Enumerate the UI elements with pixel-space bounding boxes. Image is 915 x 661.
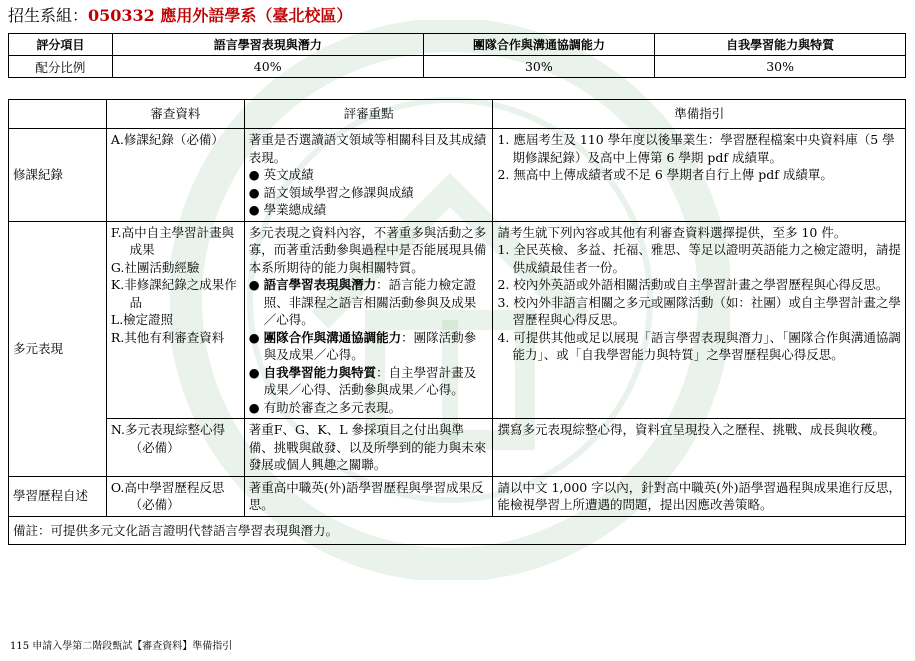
material-cell bbox=[106, 221, 244, 419]
focus-cell: 著重F、G、K、L 參採項目之付出與準備、挑戰與啟發、以及所學到的能力與未來發展或個人興趣之關聯。 bbox=[244, 419, 493, 477]
material-item: N.多元表現綜整心得（必備） bbox=[110, 422, 226, 455]
focus-cell bbox=[244, 129, 493, 222]
guide-cell: 請以中文 1,000 字以內，針對高中職英(外)語學習過程與成果進行反思，能檢視學習上所遭遇的問題，提出因應改善策略。 bbox=[493, 476, 906, 516]
scoring-table bbox=[8, 33, 906, 78]
guide-item: 1. 全民英檢、多益、托福、雅思、等足以證明英語能力之檢定證明，請提供成績最佳者一份。 bbox=[497, 242, 901, 275]
category-cell: 多元表現 bbox=[9, 221, 107, 476]
guide-item: 1. 應屆考生及 110 學年度以後畢業生：學習歷程檔案中央資料庫（5 學期修課紀錄）及高中上傳第 6 學期 pdf 成績單。 bbox=[497, 132, 895, 165]
focus-intro: 多元表現之資料內容，不著重多與活動之多寡，而著重活動參與過程中是否能展現具備本系所期待的能力與相關特質。 bbox=[248, 224, 487, 275]
focus-cell: 著重高中職英(外)語學習歷程與學習成果反思。 bbox=[244, 476, 493, 516]
material-item: K.非修課紀錄之成果作品 bbox=[110, 277, 237, 310]
focus-bullet-text: 語文領域學習之修課與成績 bbox=[263, 184, 414, 200]
header-prefix: 招生系組： bbox=[8, 6, 89, 25]
guide-item: 3. 校內外非語言相關之多元或團隊活動（如：社團）或自主學習計畫之學習歷程與心得反思。 bbox=[497, 294, 901, 327]
guide-cell: 撰寫多元表現綜整心得，資料宜呈現投入之歷程、挑戰、成長與收穫。 bbox=[493, 419, 906, 477]
focus-bullet: ● 學業總成績 bbox=[248, 202, 327, 217]
scoring-header-row bbox=[9, 34, 906, 56]
scoring-header-cell: 語言學習表現與潛力 bbox=[112, 34, 423, 56]
guide-cell bbox=[493, 221, 906, 419]
table-row bbox=[9, 476, 906, 516]
material-item: A.修課紀錄（必備） bbox=[110, 132, 224, 147]
material-item: O.高中學習歷程反思（必備） bbox=[110, 479, 225, 512]
table-row bbox=[9, 221, 906, 419]
weight-value: 30% bbox=[423, 56, 655, 78]
category-cell: 學習歷程自述 bbox=[9, 476, 107, 516]
focus-bullet-bold: 自我學習能力與特質 bbox=[263, 364, 377, 380]
material-cell bbox=[106, 476, 244, 516]
page-header bbox=[8, 6, 352, 26]
guide-cell bbox=[493, 129, 906, 222]
focus-bullet-text: ：語言能力檢定證照、非課程之語言相關活動參與及成果／心得。 bbox=[263, 277, 477, 327]
department-name: 050332 應用外語學系（臺北校區） bbox=[88, 6, 353, 25]
page-footer: 115 申請入學第二階段甄試【審查資料】準備指引 bbox=[10, 641, 233, 652]
focus-bullet-bold: 語言學習表現與潛力 bbox=[263, 277, 377, 292]
review-header-cell: 評審重點 bbox=[244, 100, 493, 129]
focus-bullet-text: ：團隊活動參與及成果／心得。 bbox=[263, 329, 477, 362]
guide-intro: 請考生就下列內容或其他有利審查資料選擇提供，至多 10 件。 bbox=[497, 224, 847, 240]
focus-bullet-bold: 團隊合作與溝通協調能力 bbox=[263, 329, 402, 345]
scoring-header-cell: 評分項目 bbox=[9, 34, 113, 56]
scoring-weight-row bbox=[9, 56, 906, 78]
focus-bullet: ● 語言學習表現與潛力：語言能力檢定證照、非課程之語言相關活動參與及成果／心得。 bbox=[248, 277, 477, 327]
review-table bbox=[8, 99, 906, 545]
table-row bbox=[9, 419, 906, 477]
weight-value: 30% bbox=[655, 56, 906, 78]
material-item: L.檢定證照 bbox=[110, 312, 174, 327]
focus-bullet: ● 團隊合作與溝通協調能力：團隊活動參與及成果／心得。 bbox=[248, 329, 477, 362]
note-row bbox=[9, 516, 906, 545]
scoring-header-cell: 團隊合作與溝通協調能力 bbox=[423, 34, 655, 56]
focus-cell bbox=[244, 221, 493, 419]
table-row bbox=[9, 129, 906, 222]
guide-item: 2. 無高中上傳成績者或不足 6 學期者自行上傳 pdf 成績單。 bbox=[497, 167, 833, 182]
focus-bullet: ● 英文成績 bbox=[248, 167, 314, 182]
scoring-row-label: 配分比例 bbox=[9, 56, 113, 78]
focus-bullet-text: 英文成績 bbox=[263, 167, 314, 182]
focus-intro: 著重是否選讀語文領域等相關科目及其成績表現。 bbox=[248, 132, 487, 165]
guide-item: 4. 可提供其他或足以展現「語言學習表現與潛力」、「團隊合作與溝通協調能力」、或「自我學習能力與特質」之學習歷程與心得反思。 bbox=[497, 329, 901, 362]
review-header-cell bbox=[9, 100, 107, 129]
category-cell: 修課紀錄 bbox=[9, 129, 107, 222]
guide-item: 2. 校內外英語或外語相關活動或自主學習計畫之學習歷程與心得反思。 bbox=[497, 277, 889, 292]
focus-bullet-text: 有助於審查之多元表現。 bbox=[263, 399, 402, 415]
note-text: 備註：可提供多元文化語言證明代替語言學習表現與潛力。 bbox=[9, 516, 906, 545]
focus-bullet: ● 自我學習能力與特質：自主學習計畫及成果／心得、活動參與成果／心得。 bbox=[248, 364, 477, 397]
material-item: G.社團活動經驗 bbox=[110, 259, 200, 275]
weight-value: 40% bbox=[112, 56, 423, 78]
review-header-cell: 審查資料 bbox=[106, 100, 244, 129]
focus-bullet: ● 有助於審查之多元表現。 bbox=[248, 399, 402, 415]
material-item: R.其他有利審查資料 bbox=[110, 329, 225, 345]
material-item: F.高中自主學習計畫與成果 bbox=[110, 224, 235, 257]
focus-bullet-text: 學業總成績 bbox=[263, 202, 327, 217]
material-cell bbox=[106, 129, 244, 222]
scoring-header-cell: 自我學習能力與特質 bbox=[655, 34, 906, 56]
review-header-cell: 準備指引 bbox=[493, 100, 906, 129]
review-header-row bbox=[9, 100, 906, 129]
material-cell bbox=[106, 419, 244, 477]
focus-bullet: ● 語文領域學習之修課與成績 bbox=[248, 184, 414, 200]
focus-bullet-text: ：自主學習計畫及成果／心得、活動參與成果／心得。 bbox=[263, 364, 477, 397]
